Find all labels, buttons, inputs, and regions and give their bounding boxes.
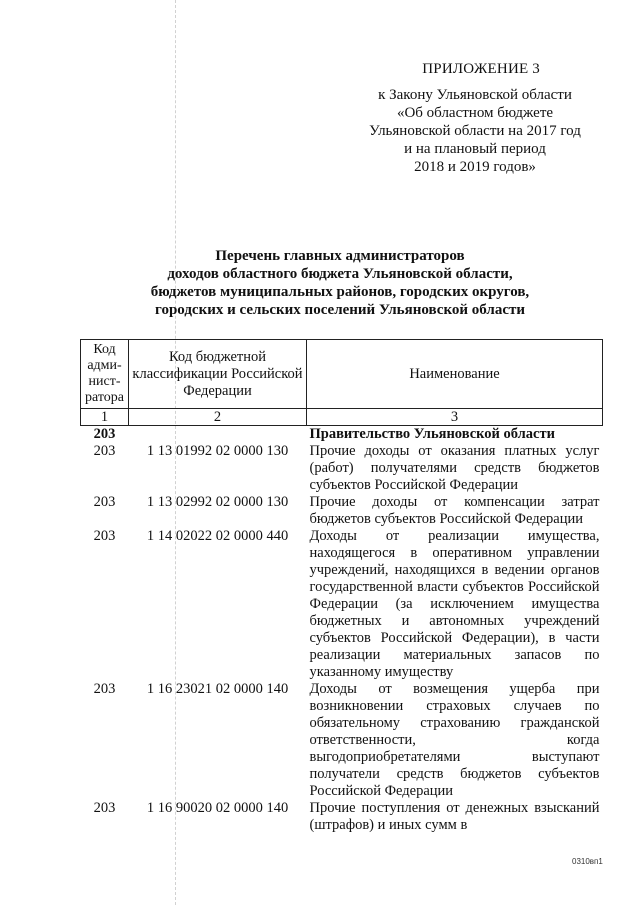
appendix-heading: ПРИЛОЖЕНИЕ 3 <box>422 61 540 77</box>
header-name: Наименование <box>307 340 603 409</box>
name-cell: Прочие поступления от денежных взысканий (штрафов) и иных сумм в <box>309 800 600 833</box>
kbk-cell: 1 13 02992 02 0000 130 <box>146 494 289 510</box>
column-number: 1 <box>81 409 129 426</box>
title-line: городских и сельских поселений Ульяновской области <box>155 302 525 318</box>
header-admin-code: Код адми-нист-ратора <box>81 340 129 409</box>
name-cell: Доходы от реализации имущества, находящегося в оперативном управлении учреждений, находящихся в ведении органов государственной власти субъектов Российской Федерации (за исключением имущества бюджетных и автономных учреждений субъектов Российской Федерации), в части реализации материальных запасов по указанному имуществу <box>309 528 600 680</box>
table-row <box>81 494 603 528</box>
title-line: Перечень главных администраторов <box>215 248 465 264</box>
table-row <box>81 800 603 834</box>
admin-code-cell: 203 <box>93 800 116 816</box>
admin-code-cell: 203 <box>93 426 116 442</box>
table-row <box>81 426 603 444</box>
kbk-cell: 1 16 90020 02 0000 140 <box>146 800 289 816</box>
kbk-cell: 1 14 02022 02 0000 440 <box>146 528 289 544</box>
appendix-line: к Закону Ульяновской области <box>378 87 572 103</box>
document-title <box>110 247 570 319</box>
footer-document-code: 0310вп1 <box>572 857 603 866</box>
name-cell: Правительство Ульяновской области <box>309 426 555 442</box>
appendix-line: 2018 и 2019 годов» <box>414 159 536 175</box>
kbk-cell <box>129 426 307 444</box>
appendix-line: и на плановый период <box>404 141 546 157</box>
appendix-block <box>360 60 590 176</box>
admin-code-cell: 203 <box>93 528 116 544</box>
admin-code-cell: 203 <box>93 681 116 697</box>
title-line: доходов областного бюджета Ульяновской области, <box>167 266 513 282</box>
column-number-row <box>81 409 603 426</box>
admin-code-cell: 203 <box>93 494 116 510</box>
administrators-table <box>80 339 603 834</box>
table-row <box>81 528 603 681</box>
table-header-row <box>81 340 603 409</box>
table-row <box>81 443 603 494</box>
kbk-cell: 1 16 23021 02 0000 140 <box>146 681 289 697</box>
table-row <box>81 681 603 800</box>
appendix-line: «Об областном бюджете <box>396 105 554 121</box>
name-cell: Прочие доходы от оказания платных услуг (работ) получателями средств бюджетов субъектов Российской Федерации <box>309 443 600 493</box>
header-kbk: Код бюджетной классификации Российской Федерации <box>129 340 307 409</box>
admin-code-cell: 203 <box>93 443 116 459</box>
column-number: 2 <box>129 409 307 426</box>
appendix-line: Ульяновской области на 2017 год <box>369 123 581 139</box>
title-line: бюджетов муниципальных районов, городских округов, <box>150 284 530 300</box>
name-cell: Прочие доходы от компенсации затрат бюджетов субъектов Российской Федерации <box>309 494 600 527</box>
kbk-cell: 1 13 01992 02 0000 130 <box>146 443 289 459</box>
name-cell: Доходы от возмещения ущерба при возникновении страховых случаев по обязательному страхованию гражданской ответственности, когда выгодоприобретателями выступают получатели средств бюджетов субъектов Российской Федерации <box>309 681 600 799</box>
column-number: 3 <box>307 409 603 426</box>
